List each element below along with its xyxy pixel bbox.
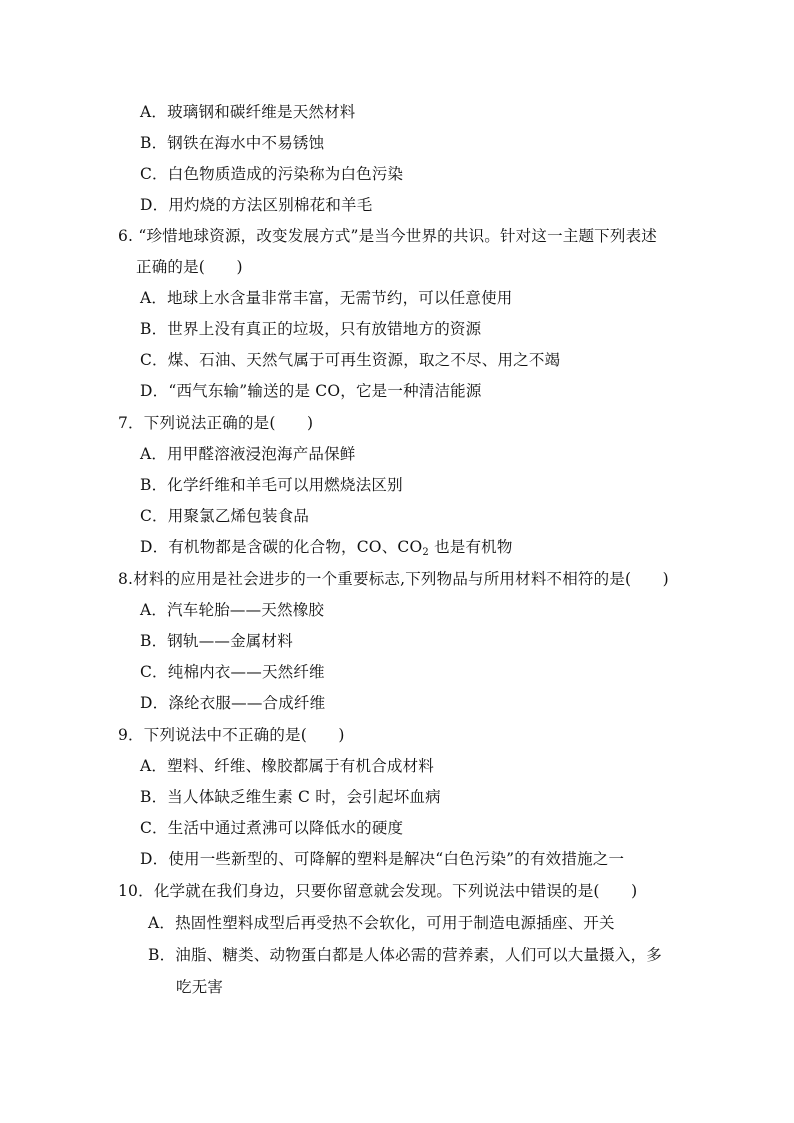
q9-stem: 9．下列说法中不正确的是( ) <box>118 726 345 744</box>
q8-option-d: D．涤纶衣服——合成纤维 <box>140 694 326 712</box>
q6-stem-line2: 正确的是( ) <box>136 258 243 276</box>
q7-option-d <box>140 537 513 557</box>
q6-stem-line1: 6. “珍惜地球资源，改变发展方式”是当今世界的共识。针对这一主题下列表述 <box>118 227 657 245</box>
q10-stem: 10．化学就在我们身边，只要你留意就会发现。下列说法中错误的是( ) <box>118 882 638 900</box>
q8-option-a: A．汽车轮胎——天然橡胶 <box>140 601 325 619</box>
q9-option-d: D．使用一些新型的、可降解的塑料是解决“白色污染”的有效措施之一 <box>140 850 625 868</box>
q5-option-d: D．用灼烧的方法区别棉花和羊毛 <box>140 196 373 214</box>
q5-option-c: C．白色物质造成的污染称为白色污染 <box>140 165 404 183</box>
q8-option-c: C．纯棉内衣——天然纤维 <box>140 663 325 681</box>
q7-option-d-subscript: 2 <box>422 547 429 558</box>
q10-option-b-line2: 吃无害 <box>176 978 224 996</box>
q7-option-b: B．化学纤维和羊毛可以用燃烧法区别 <box>140 476 403 494</box>
q5-option-a: A．玻璃钢和碳纤维是天然材料 <box>140 103 356 121</box>
q8-stem: 8.材料的应用是社会进步的一个重要标志,下列物品与所用材料不相符的是( ) <box>118 570 669 588</box>
q6-option-b: B．世界上没有真正的垃圾，只有放错地方的资源 <box>140 320 482 338</box>
q7-option-d-suffix: 也是有机物 <box>428 538 513 556</box>
q10-option-a: A．热固性塑料成型后再受热不会软化，可用于制造电源插座、开关 <box>148 914 615 932</box>
q10-option-b-line1: B．油脂、糖类、动物蛋白都是人体必需的营养素，人们可以大量摄入，多 <box>148 946 662 964</box>
q6-option-a: A．地球上水含量非常丰富，无需节约，可以任意使用 <box>140 289 513 307</box>
q9-option-a: A．塑料、纤维、橡胶都属于有机合成材料 <box>140 757 434 775</box>
q9-option-c: C．生活中通过煮沸可以降低水的硬度 <box>140 819 404 837</box>
q7-option-d-prefix: D．有机物都是含碳的化合物，CO、CO <box>140 538 423 556</box>
q9-option-b: B．当人体缺乏维生素 C 时，会引起坏血病 <box>140 788 441 806</box>
q5-option-b: B．钢铁在海水中不易锈蚀 <box>140 134 325 152</box>
q7-option-c: C．用聚氯乙烯包装食品 <box>140 507 310 525</box>
q6-option-c: C．煤、石油、天然气属于可再生资源，取之不尽、用之不竭 <box>140 351 561 369</box>
q7-stem: 7．下列说法正确的是( ) <box>118 414 314 432</box>
q8-option-b: B．钢轨——金属材料 <box>140 632 293 650</box>
q6-option-d: D．“西气东输”输送的是 CO，它是一种清洁能源 <box>140 382 482 400</box>
q7-option-a: A．用甲醛溶液浸泡海产品保鲜 <box>140 445 356 463</box>
